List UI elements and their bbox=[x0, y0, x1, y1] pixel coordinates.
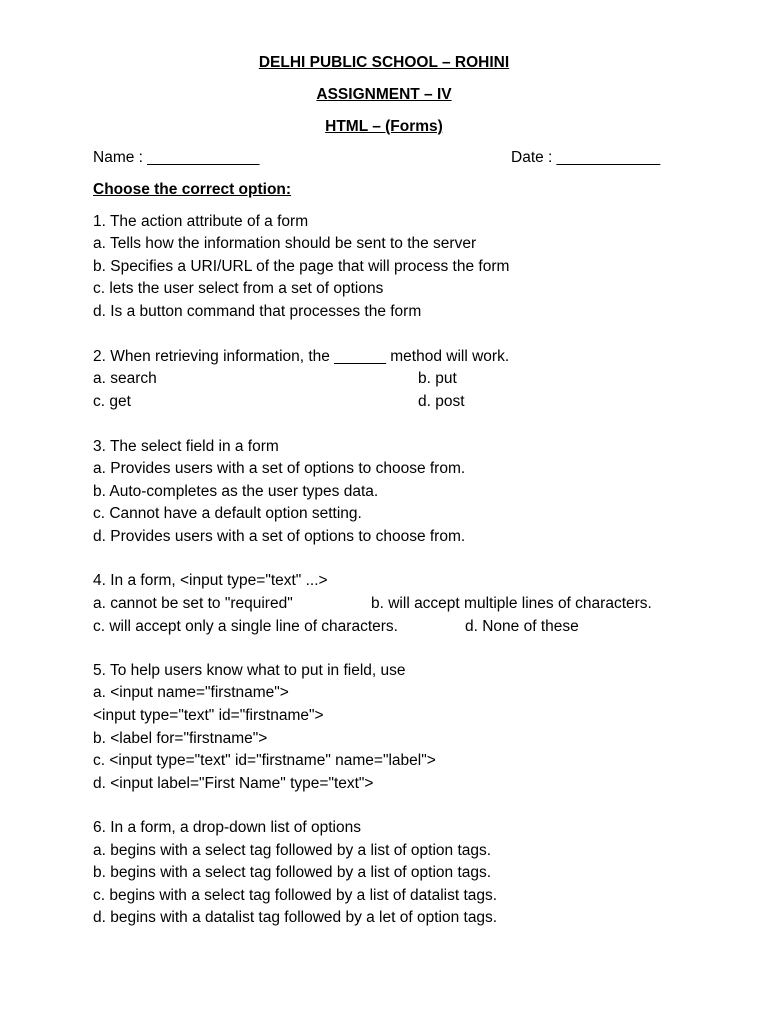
assignment-title: ASSIGNMENT – IV bbox=[316, 86, 452, 103]
option-a: a. <input name="firstname"> bbox=[93, 684, 289, 701]
option-a: a. cannot be set to "required" bbox=[93, 595, 293, 612]
option-d: d. Is a button command that processes the form bbox=[93, 303, 422, 320]
question-text: 5. To help users know what to put in field, use bbox=[93, 662, 406, 679]
option-a: a. begins with a select tag followed by a list of option tags. bbox=[93, 842, 492, 859]
option-b: b. <label for="firstname"> bbox=[93, 730, 268, 747]
option-a: a. Provides users with a set of options to choose from. bbox=[93, 460, 466, 477]
option-a-continued: <input type="text" id="firstname"> bbox=[93, 707, 324, 724]
option-b: b. will accept multiple lines of characters. bbox=[371, 595, 652, 612]
name-field: Name : _____________ bbox=[93, 149, 260, 166]
option-c: c. Cannot have a default option setting. bbox=[93, 505, 362, 522]
question-text: 2. When retrieving information, the ______ method will work. bbox=[93, 348, 510, 365]
option-a: a. search bbox=[93, 370, 157, 387]
question-text: 6. In a form, a drop-down list of options bbox=[93, 819, 361, 836]
option-c: c. begins with a select tag followed by a list of datalist tags. bbox=[93, 887, 498, 904]
option-c: c. lets the user select from a set of options bbox=[93, 280, 384, 297]
school-title: DELHI PUBLIC SCHOOL – ROHINI bbox=[258, 54, 510, 71]
option-d: d. post bbox=[418, 393, 465, 410]
option-b: b. begins with a select tag followed by a list of option tags. bbox=[93, 864, 492, 881]
option-d: d. Provides users with a set of options to choose from. bbox=[93, 528, 466, 545]
option-b: b. Auto-completes as the user types data. bbox=[93, 483, 379, 500]
date-field: Date : ____________ bbox=[511, 149, 661, 166]
option-c: c. will accept only a single line of characters. bbox=[93, 618, 398, 635]
option-c: c. <input type="text" id="firstname" name="label"> bbox=[93, 752, 436, 769]
option-c: c. get bbox=[93, 393, 131, 410]
option-d: d. begins with a datalist tag followed by a let of option tags. bbox=[93, 909, 498, 926]
question-text: 1. The action attribute of a form bbox=[93, 213, 309, 230]
subject-title: HTML – (Forms) bbox=[325, 118, 443, 135]
question-text: 4. In a form, <input type="text" ...> bbox=[93, 572, 328, 589]
option-b: b. Specifies a URI/URL of the page that will process the form bbox=[93, 258, 510, 275]
option-d: d. None of these bbox=[465, 618, 579, 635]
question-text: 3. The select field in a form bbox=[93, 438, 279, 455]
instruction-heading: Choose the correct option: bbox=[93, 181, 292, 198]
option-b: b. put bbox=[418, 370, 457, 387]
option-d: d. <input label="First Name" type="text"> bbox=[93, 775, 374, 792]
option-a: a. Tells how the information should be sent to the server bbox=[93, 235, 477, 252]
